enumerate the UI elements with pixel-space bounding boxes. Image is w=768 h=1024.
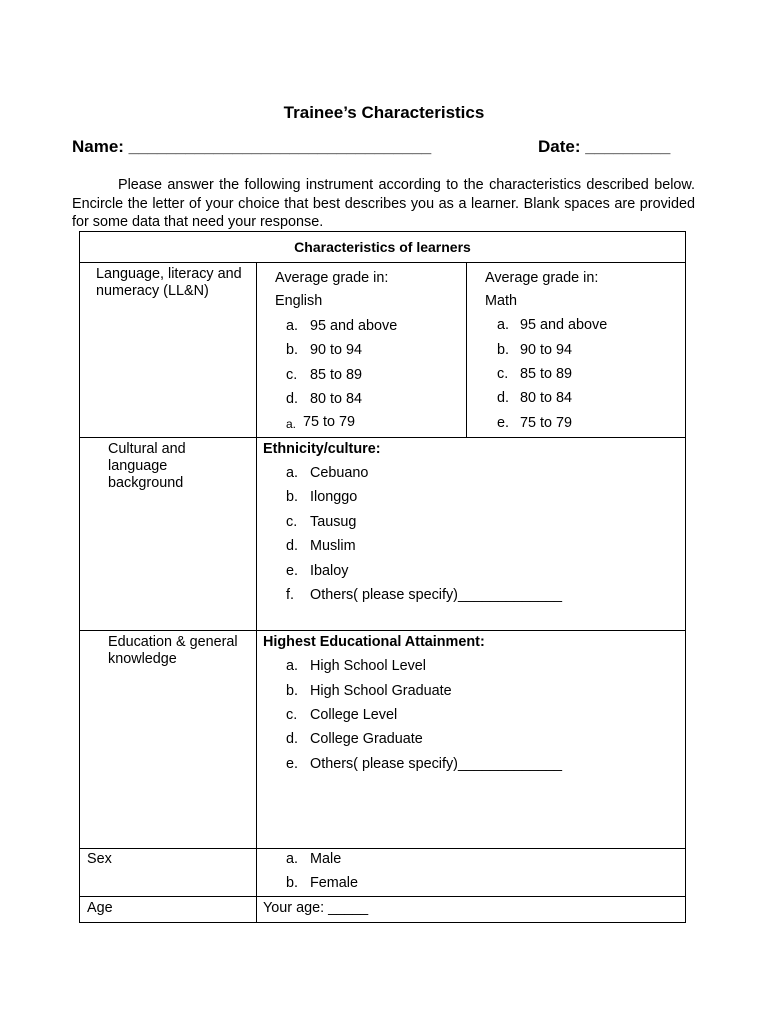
- culture-option-letter[interactable]: f.: [286, 587, 294, 603]
- education-option-letter[interactable]: c.: [286, 707, 298, 723]
- education-option[interactable]: College Graduate: [310, 731, 423, 747]
- math-option[interactable]: 80 to 84: [520, 390, 573, 406]
- culture-heading: Ethnicity/culture:: [263, 441, 381, 457]
- culture-option[interactable]: Ilonggo: [310, 489, 358, 505]
- sex-option-female[interactable]: Female: [310, 875, 358, 891]
- english-option-letter[interactable]: a.: [286, 318, 299, 334]
- math-subject: Math: [485, 293, 517, 309]
- education-label: Education & general knowledge: [108, 634, 238, 667]
- culture-option[interactable]: Cebuano: [310, 465, 369, 481]
- english-option[interactable]: 95 and above: [310, 318, 398, 334]
- english-option-letter[interactable]: a.: [286, 417, 297, 431]
- instructions-paragraph: [72, 176, 695, 232]
- culture-option-letter[interactable]: c.: [286, 514, 298, 530]
- math-option-letter[interactable]: d.: [497, 390, 510, 406]
- table-header: Characteristics of learners: [294, 239, 471, 255]
- education-option-letter[interactable]: e.: [286, 756, 299, 772]
- english-option[interactable]: 80 to 84: [310, 391, 363, 407]
- age-input[interactable]: Your age: _____: [263, 900, 369, 916]
- name-field[interactable]: Name: ________________________________: [72, 137, 432, 156]
- document-title: Trainee’s Characteristics: [283, 103, 485, 122]
- math-option-letter[interactable]: c.: [497, 366, 509, 382]
- date-field[interactable]: Date: _________: [538, 137, 671, 156]
- culture-option[interactable]: Ibaloy: [310, 563, 349, 579]
- culture-option-letter[interactable]: a.: [286, 465, 299, 481]
- english-option-letter[interactable]: d.: [286, 391, 299, 407]
- english-option[interactable]: 90 to 94: [310, 342, 363, 358]
- education-option-letter[interactable]: b.: [286, 683, 299, 699]
- education-option[interactable]: High School Level: [310, 658, 426, 674]
- english-heading: Average grade in:: [275, 270, 389, 286]
- education-heading: Highest Educational Attainment:: [263, 634, 485, 650]
- math-heading: Average grade in:: [485, 270, 599, 286]
- sex-option-letter[interactable]: b.: [286, 875, 299, 891]
- culture-option-letter[interactable]: e.: [286, 563, 299, 579]
- math-option-letter[interactable]: b.: [497, 342, 510, 358]
- culture-option[interactable]: Others( please specify)_____________: [310, 587, 563, 603]
- math-option-letter[interactable]: a.: [497, 317, 510, 333]
- culture-option[interactable]: Tausug: [310, 514, 357, 530]
- education-option[interactable]: High School Graduate: [310, 683, 452, 699]
- english-subject: English: [275, 293, 323, 309]
- llan-label: Language, literacy and numeracy (LL&N): [96, 266, 242, 299]
- sex-option-letter[interactable]: a.: [286, 851, 299, 867]
- math-option[interactable]: 85 to 89: [520, 366, 573, 382]
- education-option[interactable]: Others( please specify)_____________: [310, 756, 563, 772]
- sex-option-male[interactable]: Male: [310, 851, 342, 867]
- culture-label: Cultural and language background: [108, 441, 186, 491]
- education-option-letter[interactable]: a.: [286, 658, 299, 674]
- math-option-letter[interactable]: e.: [497, 415, 510, 431]
- english-option[interactable]: 85 to 89: [310, 367, 363, 383]
- english-option-letter[interactable]: b.: [286, 342, 299, 358]
- english-option-letter[interactable]: c.: [286, 367, 298, 383]
- sex-label: Sex: [87, 851, 112, 867]
- english-option[interactable]: 75 to 79: [303, 414, 356, 430]
- instructions-text: Please answer the following instrument according to the characteristics described below. Encircle the letter of your choice that best describes you as a learner. Blank spaces are provided for some data that need your response.: [72, 177, 695, 230]
- education-option-letter[interactable]: d.: [286, 731, 299, 747]
- math-option[interactable]: 95 and above: [520, 317, 608, 333]
- education-option[interactable]: College Level: [310, 707, 398, 723]
- age-label: Age: [87, 900, 113, 916]
- culture-option[interactable]: Muslim: [310, 538, 356, 554]
- culture-option-letter[interactable]: d.: [286, 538, 299, 554]
- culture-option-letter[interactable]: b.: [286, 489, 299, 505]
- math-option[interactable]: 75 to 79: [520, 415, 573, 431]
- math-option[interactable]: 90 to 94: [520, 342, 573, 358]
